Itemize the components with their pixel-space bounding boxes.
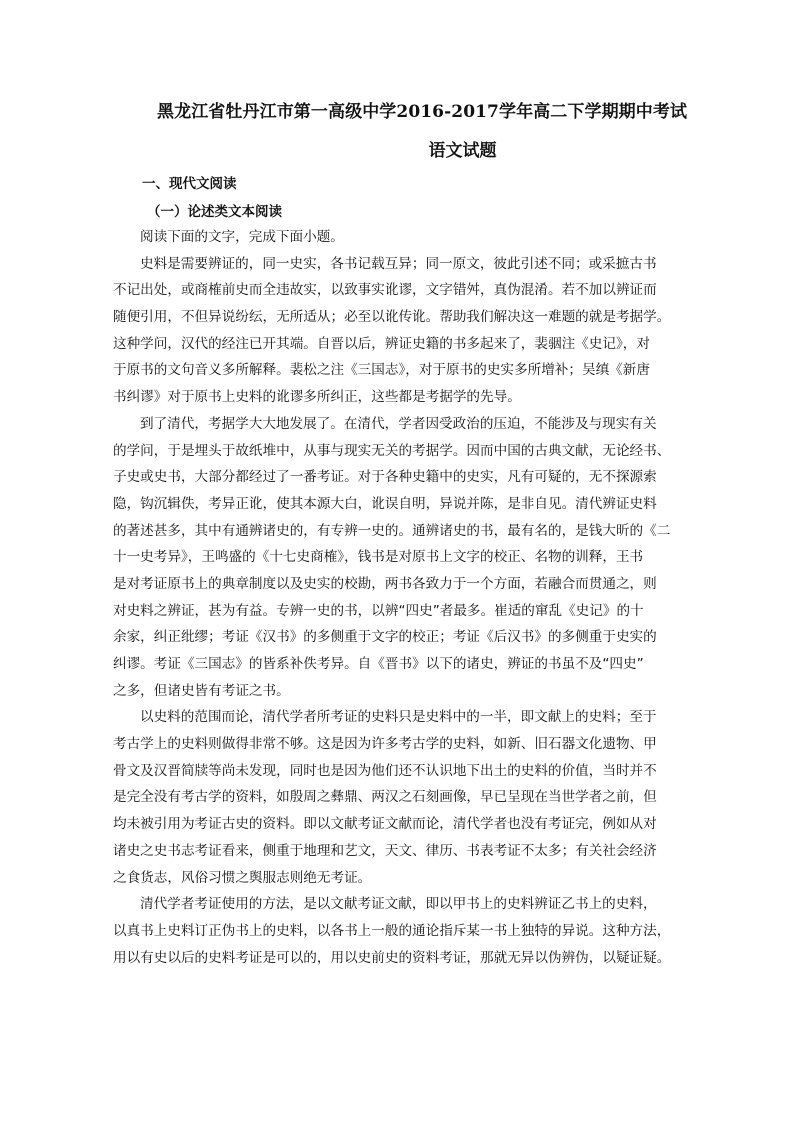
passage-line: 之食货志，风俗习惯之舆服志则绝无考证。 [113, 869, 372, 886]
exam-title: 黑龙江省牡丹江市第一高级中学2016-2017学年高二下学期期中考试 [157, 102, 688, 122]
passage-line: 之多，但诸史皆有考证之书。 [113, 682, 290, 699]
exam-subtitle: 语文试题 [428, 141, 497, 161]
passage-line: 考古学上的史料则做得非常不够。这是因为许多考古学的史料，如新、旧石器文化遗物、甲 [113, 736, 657, 753]
passage-line: 到了清代，考据学大大地发展了。在清代，学者因受政治的压迫，不能涉及与现实有关 [140, 415, 657, 432]
passage-line: 的学问，于是埋头于故纸堆中，从事与现实无关的考据学。因而中国的古典文献，无论经书、 [113, 442, 671, 459]
section-heading: 一、现代文阅读 [142, 176, 237, 192]
passage-line: 对史料之辨证，甚为有益。专辨一史的书，以辨“四史”者最多。崔适的窜乱《史记》的十 [113, 602, 644, 619]
passage-body [113, 224, 693, 971]
passage-line: 是完全没有考古学的资料，如殷周之彝鼎、两汉之石刻画像，早已呈现在当世学者之前，但 [113, 789, 657, 806]
subsection-heading: （一）论述类文本阅读 [147, 204, 282, 220]
passage-line: 骨文及汉晋简牍等尚未发现，同时也是因为他们还不认识地下出土的史料的价值，当时并不 [113, 762, 657, 779]
passage-line: 用以有史以后的史料考证是可以的，用以史前史的资料考证，那就无异以伪辨伪，以疑证疑。 [113, 949, 671, 966]
passage-line: 书纠谬》对于原书上史料的讹谬多所纠正，这些都是考据学的先导。 [113, 389, 521, 406]
passage-line: 的著述甚多，其中有通辨诸史的，有专辨一史的。通辨诸史的书，最有名的，是钱大昕的《二 [113, 522, 671, 539]
passage-line: 十一史考异》，王鸣盛的《十七史商榷》，钱书是对原书上文字的校正、名物的训释，王书 [113, 549, 644, 566]
passage-line: 纠谬。考证《三国志》的皆系补佚考异。自《晋书》以下的诸史，辨证的书虽不及“四史” [113, 656, 644, 672]
passage-line: 隐，钩沉辑佚，考异正讹，使其本源大白，讹误自明，异说并陈，是非自见。清代辨证史料 [113, 495, 657, 512]
passage-line: 余家，纠正纰缪；考证《汉书》的多侧重于文字的校正；考证《后汉书》的多侧重于史实的 [113, 629, 657, 646]
passage-line: 随便引用，不但异说纷纭，无所适从；必至以讹传讹。帮助我们解决这一难题的就是考据学。 [113, 309, 671, 326]
passage-line: 以史料的范围而论，清代学者所考证的史料只是史料中的一半，即文献上的史料；至于 [140, 709, 657, 726]
passage-line: 清代学者考证使用的方法，是以文献考证文献，即以甲书上的史料辨证乙书上的史料， [140, 896, 657, 913]
passage-line: 诸史之史书志考证看来，侧重于地理和艺文，天文、律历、书表考证不太多；有关社会经济 [113, 842, 657, 859]
passage-line: 这种学问，汉代的经注已开其端。自晋以后，辨证史籍的书多起来了，裴骃注《史记》，对 [113, 335, 650, 352]
passage-line: 子史或史书，大部分都经过了一番考证。对于各种史籍中的史实，凡有可疑的，无不探源索 [113, 469, 657, 486]
passage-line: 是对考证原书上的典章制度以及史实的校勘，两书各致力于一个方面，若融合而贯通之，则 [113, 575, 657, 592]
passage-line: 以真书上史料订正伪书上的史料，以各书上一般的通论指斥某一书上独特的异说。这种方法， [113, 922, 671, 939]
passage-line: 于原书的文句音义多所解释。裴松之注《三国志》，对于原书的史实多所增补；吴缜《新唐 [113, 362, 650, 379]
passage-line: 均未被引用为考证古史的资料。即以文献考证文献而论，清代学者也没有考证完，例如从对 [113, 816, 657, 833]
passage-line: 史料是需要辨证的，同一史实，各书记载互异；同一原文，彼此引述不同；或采摭古书 [140, 255, 657, 272]
instruction-text: 阅读下面的文字，完成下面小题。 [140, 229, 344, 245]
passage-line: 不记出处，或商榷前史而全违故实，以致事实讹谬，文字错舛，真伪混淆。若不加以辨证而 [113, 282, 657, 299]
